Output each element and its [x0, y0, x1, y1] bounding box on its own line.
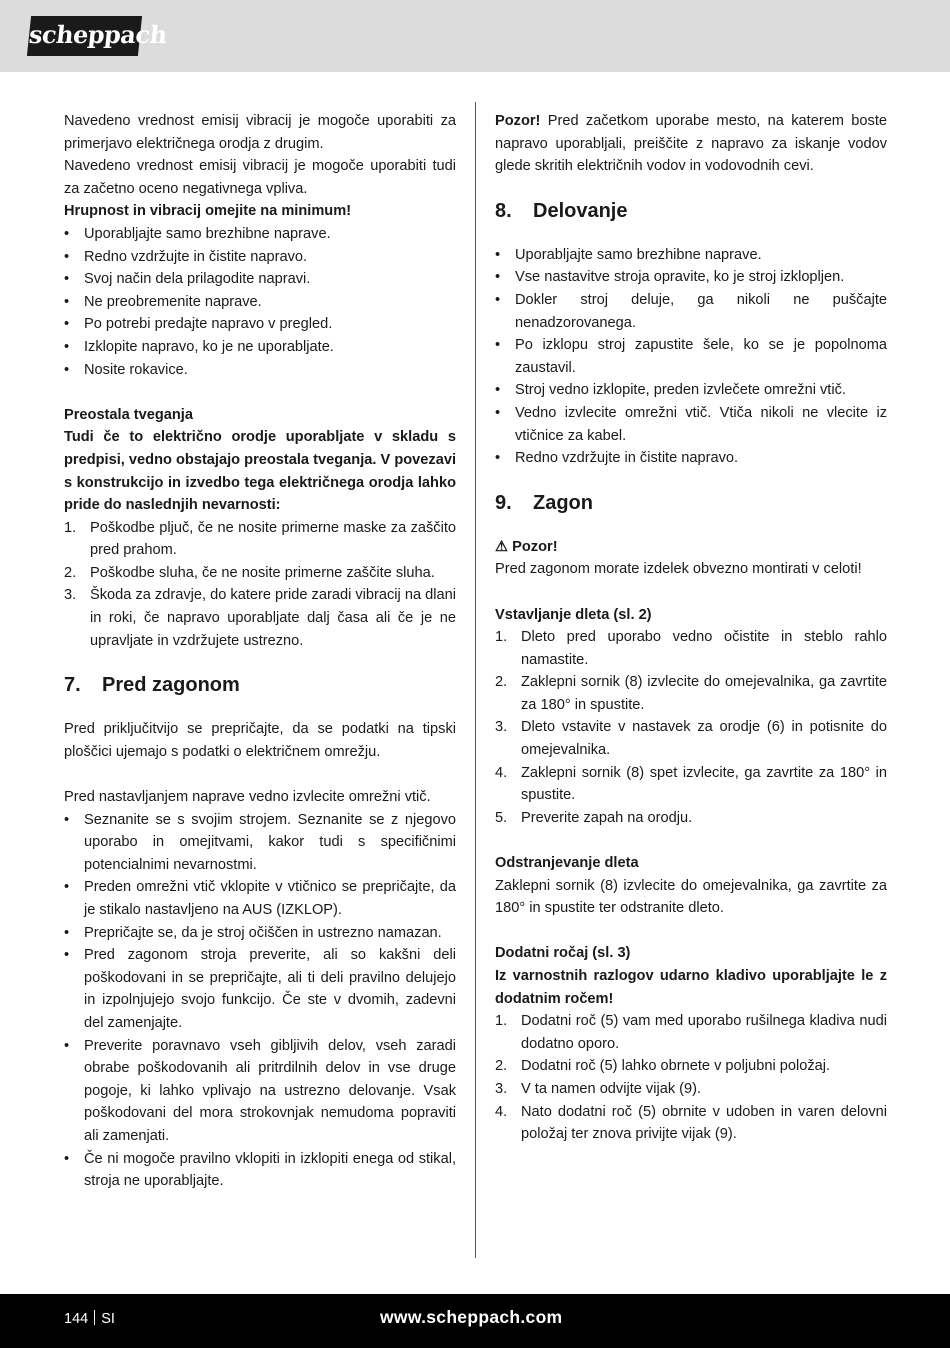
list-number: 3. [495, 1080, 508, 1097]
list-item: • Preverite poravnavo vseh gibljivih delov, vseh zaradi obrabe poškodovanih ali pritrdilnih delov in vse druge pogoje, ki lahko vplivajo na ustrezno delovanje. Vsak poškodovani del mora strokovnjak nemudoma popraviti ali zamenjati. [64, 1035, 456, 1148]
list-item [495, 807, 887, 830]
bullet-list [64, 809, 456, 1193]
separator [94, 1310, 95, 1325]
list-item: • Dokler stroj deluje, ga nikoli ne puščajte nenadzorovanega. [495, 289, 887, 334]
section-number: 9. [495, 491, 512, 514]
bullet-list [64, 223, 456, 381]
list-item [64, 562, 456, 585]
list-number: 3. [495, 719, 508, 736]
section-heading [64, 672, 456, 698]
header-bar [0, 0, 950, 72]
section-title: Pred zagonom [102, 674, 240, 697]
list-item: • Vse nastavitve stroja opravite, ko je stroj izklopljen. [495, 266, 887, 289]
list-item: • Izklopite napravo, ko je ne uporabljate. [64, 336, 456, 359]
list-item [495, 626, 887, 671]
bold-paragraph: Iz varnostnih razlogov udarno kladivo uporabljajte le z dodatnim ročem! [495, 968, 887, 1007]
list-item: • Stroj vedno izklopite, preden izvlečete omrežni vtič. [495, 379, 887, 402]
section-heading [495, 198, 887, 224]
list-text: Zaklepni sornik (8) izvlecite do omejevalnika, ga zavrtite za 180° in spustite. [521, 674, 887, 713]
list-item: • Uporabljajte samo brezhibne naprave. [64, 223, 456, 246]
bold-paragraph: Tudi če to električno orodje uporabljate v skladu s predpisi, vedno obstajajo preostala tveganja. V povezavi s konstrukcijo in izvedbo tega električnega orodja lahko pride do naslednjih nevarnosti: [64, 429, 456, 514]
list-text: Dodatni roč (5) vam med uporabo rušilnega kladiva nudi dodatno oporo. [521, 1013, 887, 1052]
list-text: Dleto pred uporabo vedno očistite in steblo rahlo namastite. [521, 629, 887, 668]
list-text: Škoda za zdravje, do katere pride zaradi vibracij na dlani in roki, če napravo uporabljate dalj časa ali če je ne upravljate in vzdržujete ustrezno. [90, 587, 456, 649]
section-title: Zagon [533, 491, 593, 514]
section-number: 7. [64, 674, 81, 697]
list-item: • Po potrebi predajte napravo v pregled. [64, 313, 456, 336]
list-item: • Pred zagonom stroja preverite, ali so kakšni deli poškodovani in se prepričajte, ali ti deli pravilno delujejo in izpolnjujejo svojo funkcijo. Če ste v dvomih, zadevni del zamenjajte. [64, 944, 456, 1034]
warning-label: Pozor! [495, 113, 541, 129]
list-number: 4. [495, 764, 508, 781]
footer-bar [0, 1294, 950, 1348]
numbered-list [495, 1010, 887, 1146]
list-text: Poškodbe pljuč, če ne nosite primerne maske za zaščito pred prahom. [90, 519, 456, 559]
numbered-list [495, 626, 887, 829]
paragraph: Pred priključitvijo se prepričajte, da se podatki na tipski ploščici ujemajo s podatki o električnem omrežju. [64, 721, 456, 760]
list-text: Dleto vstavite v nastavek za orodje (6) in potisnite do omejevalnika. [521, 719, 887, 759]
list-item: • Redno vzdržujte in čistite napravo. [495, 447, 887, 470]
language-code: SI [101, 1311, 115, 1327]
subheading: Vstavljanje dleta (sl. 2) [495, 606, 652, 623]
list-number: 1. [495, 629, 508, 646]
list-item: • Svoj način dela prilagodite napravi. [64, 268, 456, 291]
list-item: • Seznanite se s svojim strojem. Seznanite se z njegovo uporabo in omejitvami, kakor tudi s specifičnimi potencialnimi nevarnostmi. [64, 809, 456, 877]
list-item [64, 584, 456, 652]
list-number: 5. [495, 809, 508, 826]
list-item: • Ne preobremenite naprave. [64, 291, 456, 314]
bullet-list [495, 244, 887, 470]
subheading: Dodatni ročaj (sl. 3) [495, 945, 631, 962]
section-title: Delovanje [533, 199, 628, 222]
list-item [495, 716, 887, 761]
warning-triangle-icon: ⚠ [495, 538, 509, 555]
list-number: 2. [495, 674, 508, 691]
list-item [495, 1055, 887, 1078]
paragraph: Pred zagonom morate izdelek obvezno montirati v celoti! [495, 561, 862, 578]
list-item [495, 671, 887, 716]
list-text: Dodatni roč (5) lahko obrnete v poljubni položaj. [521, 1058, 831, 1075]
warning-heading [495, 536, 887, 559]
website-link[interactable]: www.scheppach.com [380, 1307, 563, 1327]
list-number: 1. [64, 519, 77, 536]
paragraph: Pred nastavljanjem naprave vedno izvlecite omrežni vtič. [64, 789, 431, 806]
list-text: Zaklepni sornik (8) spet izvlecite, ga zavrtite za 180° in spustite. [521, 764, 887, 804]
section-heading [495, 490, 887, 516]
section-number: 8. [495, 199, 512, 222]
list-item: • Uporabljajte samo brezhibne naprave. [495, 244, 887, 267]
scheppach-logo: scheppach [27, 16, 142, 56]
list-item [495, 1101, 887, 1146]
page-number: 144 [64, 1311, 89, 1327]
subheading: Odstranjevanje dleta [495, 855, 639, 872]
list-item: • Redno vzdržujte in čistite napravo. [64, 246, 456, 269]
list-text: Nato dodatni roč (5) obrnite v udoben in varen delovni položaj ter znova privijte vijak (9). [521, 1103, 887, 1143]
list-text: Preverite zapah na orodju. [521, 809, 693, 826]
list-number: 1. [495, 1013, 508, 1030]
warning-label: Pozor! [512, 538, 558, 555]
list-number: 2. [64, 564, 77, 581]
list-number: 2. [495, 1058, 508, 1075]
numbered-list [64, 517, 456, 653]
list-item: • Če ni mogoče pravilno vklopiti in izklopiti enega od stikal, stroja ne uporabljajte. [64, 1148, 456, 1193]
list-item [64, 517, 456, 562]
list-item: • Nosite rokavice. [64, 359, 456, 382]
list-item: • Po izklopu stroj zapustite šele, ko se je popolnoma zaustavil. [495, 334, 887, 379]
list-text: V ta namen odvijte vijak (9). [521, 1080, 702, 1097]
list-item [495, 762, 887, 807]
list-item [495, 1010, 887, 1055]
list-number: 4. [495, 1103, 508, 1120]
bold-paragraph: Hrupnost in vibracij omejite na minimum! [64, 203, 352, 220]
list-item: • Preden omrežni vtič vklopite v vtičnico se prepričajte, da je stikalo nastavljeno na AUS (IZKLOP). [64, 876, 456, 921]
paragraph: Navedeno vrednost emisij vibracij je mogoče uporabiti za primerjavo električnega orodja z drugim. [64, 113, 456, 152]
list-item: • Prepričajte se, da je stroj očiščen in ustrezno namazan. [64, 922, 456, 945]
list-item: • Vedno izvlecite omrežni vtič. Vtiča nikoli ne vlecite iz vtičnice za kabel. [495, 402, 887, 447]
list-text: Poškodbe sluha, če ne nosite primerne zaščite sluha. [90, 564, 435, 581]
paragraph [495, 110, 887, 178]
paragraph: Navedeno vrednost emisij vibracij je mogoče uporabiti tudi za začetno oceno negativnega vpliva. [64, 158, 456, 197]
right-column [495, 110, 887, 1146]
column-divider [475, 102, 476, 1258]
warning-text: Pred začetkom uporabe mesto, na katerem boste napravo uporabljali, preiščite z napravo za iskanje vodov glede skritih električnih vodov in vodovodnih cevi. [495, 113, 887, 175]
list-number: 3. [64, 587, 77, 604]
list-item [495, 1078, 887, 1101]
paragraph: Zaklepni sornik (8) izvlecite do omejevalnika, ga zavrtite za 180° in spustite ter odstranite dleto. [495, 877, 887, 917]
left-column [64, 110, 456, 1193]
page-indicator [64, 1310, 115, 1327]
subheading: Preostala tveganja [64, 406, 193, 423]
